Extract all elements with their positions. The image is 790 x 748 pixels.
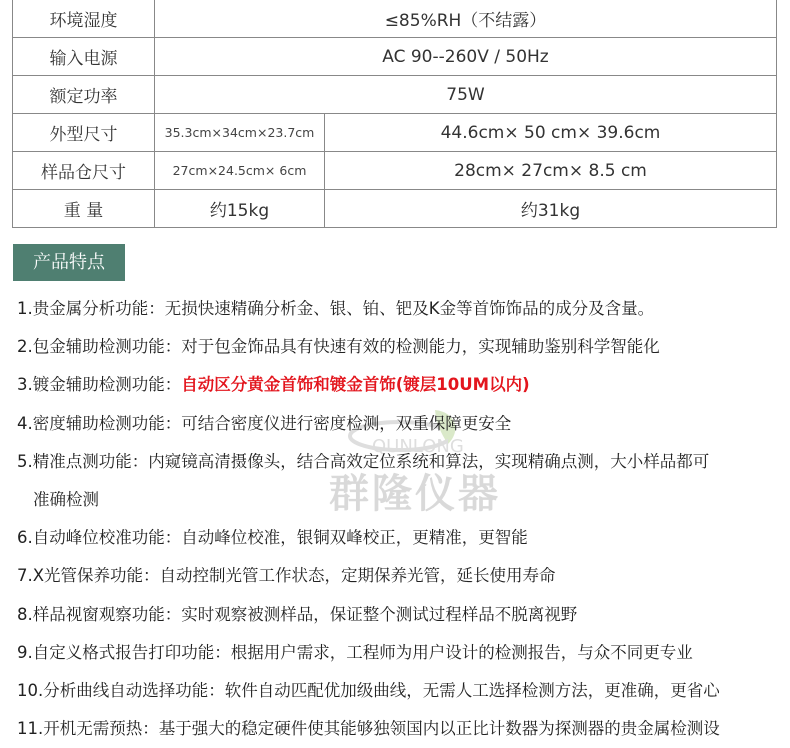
- feature-item: [17, 443, 787, 519]
- feature-item: [17, 290, 787, 328]
- watermark-brand-cn: 群隆仪器: [329, 471, 501, 517]
- feature-text: 8.样品视窗观察功能：实时观察被测样品，保证整个测试过程样品不脱离视野: [17, 604, 578, 624]
- spec-label: 外型尺寸: [13, 114, 155, 152]
- feature-text: 4.密度辅助检测功能：可结合密度仪进行密度检测，双重保障更安全: [17, 413, 512, 433]
- section-heading-features: 产品特点: [13, 244, 125, 281]
- feature-text: 2.包金辅助检测功能：对于包金饰品具有快速有效的检测能力，实现辅助鉴别科学智能化: [17, 337, 660, 357]
- feature-item: [17, 328, 787, 366]
- feature-prefix: 3.镀金辅助检测功能：: [17, 375, 182, 395]
- feature-item: [17, 405, 787, 443]
- spec-value: AC 90--260V / 50Hz: [155, 38, 777, 76]
- feature-item: [17, 519, 787, 557]
- spec-row-humidity: [13, 0, 777, 38]
- spec-row-rated-power: [13, 76, 777, 114]
- spec-value-model-b: 约31kg: [325, 190, 777, 228]
- spec-row-power-input: [13, 38, 777, 76]
- feature-list: [17, 290, 787, 748]
- feature-item: [17, 710, 787, 748]
- spec-value-model-a: 约15kg: [155, 190, 325, 228]
- spec-value-model-b: 28cm× 27cm× 8.5 cm: [325, 152, 777, 190]
- spec-row-outer-size: [13, 114, 777, 152]
- feature-text-continued: 准确检测: [33, 490, 99, 510]
- feature-item: [17, 366, 787, 404]
- feature-text: 1.贵金属分析功能：无损快速精确分析金、银、铂、钯及K金等首饰饰品的成分及含量。: [17, 299, 655, 318]
- spec-label: 重 量: [13, 190, 155, 228]
- feature-text: 5.精准点测功能：内窥镜高清摄像头，结合高效定位系统和算法，实现精确点测，大小样品都可: [17, 451, 710, 471]
- spec-value-model-a: 35.3cm×34cm×23.7cm: [155, 114, 325, 152]
- spec-value-model-a: 27cm×24.5cm× 6cm: [155, 152, 325, 190]
- feature-text: 9.自定义格式报告打印功能：根据用户需求，工程师为用户设计的检测报告，与众不同更专业: [17, 642, 693, 662]
- feature-item: [17, 557, 787, 595]
- spec-label: 样品仓尺寸: [13, 152, 155, 190]
- feature-item: [17, 672, 787, 710]
- feature-text: 7.X光管保养功能：自动控制光管工作状态，定期保养光管，延长使用寿命: [17, 566, 556, 586]
- feature-highlight: 自动区分黄金首饰和镀金首饰(镀层10UM以内): [181, 375, 530, 395]
- feature-text: 10.分析曲线自动选择功能：软件自动匹配优加级曲线，无需人工选择检测方法，更准确，更省心: [17, 681, 720, 701]
- feature-item: [17, 634, 787, 672]
- feature-text: 11.开机无需预热：基于强大的稳定硬件使其能够独领国内以正比计数器为探测器的贵金属检测设: [17, 719, 720, 739]
- spec-row-weight: [13, 190, 777, 228]
- spec-row-chamber-size: [13, 152, 777, 190]
- spec-label: 环境湿度: [13, 0, 155, 38]
- spec-label: 额定功率: [13, 76, 155, 114]
- spec-value-model-b: 44.6cm× 50 cm× 39.6cm: [325, 114, 777, 152]
- spec-label: 输入电源: [13, 38, 155, 76]
- feature-item: [17, 596, 787, 634]
- spec-value: ≤85%RH（不结露）: [155, 0, 777, 38]
- watermark-latin: QUNLONG: [372, 436, 464, 457]
- spec-table: [12, 0, 777, 228]
- spec-value: 75W: [155, 76, 777, 114]
- feature-text: 6.自动峰位校准功能：自动峰位校准，银铜双峰校正，更精准，更智能: [17, 528, 528, 548]
